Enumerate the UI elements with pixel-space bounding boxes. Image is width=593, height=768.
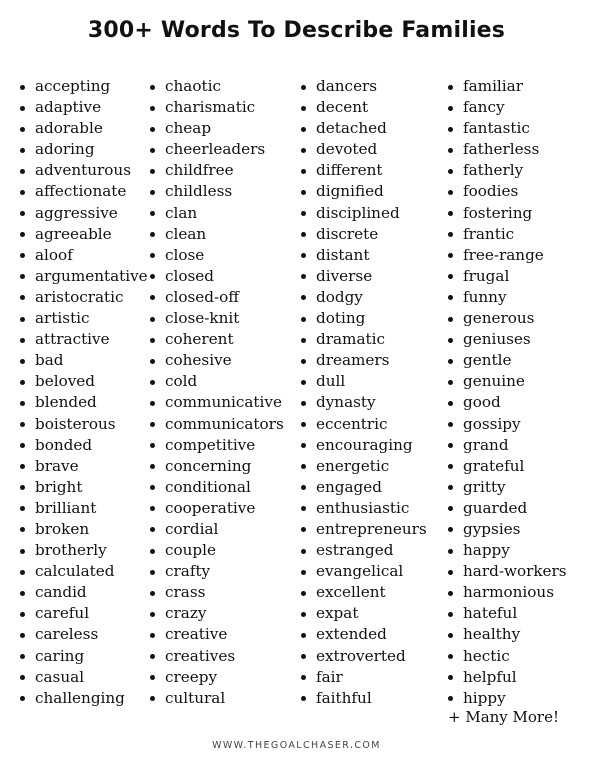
word-list-item: dramatic [300,329,427,350]
word-list-item: dull [300,371,427,392]
word-list-item: adventurous [19,160,148,181]
word-list-item: hateful [447,603,567,624]
word-list-item: energetic [300,456,427,477]
word-list-item: accepting [19,76,148,97]
word-list-item: extended [300,624,427,645]
page-title: 300+ Words To Describe Families [87,18,506,43]
word-list-item: adorable [19,118,148,139]
word-list-item: childfree [149,160,284,181]
word-list-item: hectic [447,646,567,667]
word-list-item: frugal [447,266,567,287]
word-list-item: different [300,160,427,181]
word-list-item: brotherly [19,540,148,561]
word-list-item: helpful [447,667,567,688]
word-list-item: devoted [300,139,427,160]
word-list-item: fatherly [447,160,567,181]
word-list-item: familiar [447,76,567,97]
word-list-item: dancers [300,76,427,97]
word-list-item: bright [19,477,148,498]
word-list-item: bonded [19,435,148,456]
word-list-item: broken [19,519,148,540]
word-list-item: cheap [149,118,284,139]
word-list-item: engaged [300,477,427,498]
word-list-item: aloof [19,245,148,266]
word-list-item: attractive [19,329,148,350]
word-list-item: boisterous [19,414,148,435]
word-list-item: happy [447,540,567,561]
word-list-item: diverse [300,266,427,287]
word-list-item: encouraging [300,435,427,456]
word-list-item: clean [149,224,284,245]
word-list-item: hard-workers [447,561,567,582]
word-list-item: aggressive [19,203,148,224]
word-list-item: excellent [300,582,427,603]
word-list-item: harmonious [447,582,567,603]
word-list-item: aristocratic [19,287,148,308]
word-list-item: adaptive [19,97,148,118]
word-list-item: creatives [149,646,284,667]
word-list-item: detached [300,118,427,139]
word-list-item: genuine [447,371,567,392]
word-list-item: artistic [19,308,148,329]
word-list-item: hippy [447,688,567,709]
word-list-item: cheerleaders [149,139,284,160]
word-list-item: cultural [149,688,284,709]
word-list-item: healthy [447,624,567,645]
word-list-item: estranged [300,540,427,561]
word-list-item: calculated [19,561,148,582]
word-list-item: argumentative [19,266,148,287]
word-list-item: foodies [447,181,567,202]
word-list-item: careless [19,624,148,645]
word-list-item: crafty [149,561,284,582]
word-list-item: affectionate [19,181,148,202]
word-list-item: fatherless [447,139,567,160]
word-column-1 [19,76,148,709]
word-list-item: gypsies [447,519,567,540]
word-list-item: grand [447,435,567,456]
word-list-item: fancy [447,97,567,118]
word-list-item: cohesive [149,350,284,371]
word-list-item: careful [19,603,148,624]
word-list-item: closed-off [149,287,284,308]
word-list-item: decent [300,97,427,118]
word-list-item: cordial [149,519,284,540]
word-list-item: fostering [447,203,567,224]
word-list-item: gritty [447,477,567,498]
website-footer: WWW.THEGOALCHASER.COM [212,740,381,751]
word-list-item: extroverted [300,646,427,667]
word-list-item: dignified [300,181,427,202]
word-list-item: candid [19,582,148,603]
word-list-item: entrepreneurs [300,519,427,540]
word-list-item: crazy [149,603,284,624]
word-list-item: gentle [447,350,567,371]
word-list-item: free-range [447,245,567,266]
word-list-item: dynasty [300,392,427,413]
word-list-item: funny [447,287,567,308]
word-list-item: creepy [149,667,284,688]
word-list-item: chaotic [149,76,284,97]
word-list-item: discrete [300,224,427,245]
word-list-item: bad [19,350,148,371]
word-list-item: brave [19,456,148,477]
word-list-item: charismatic [149,97,284,118]
word-column-3 [300,76,427,709]
word-list-item: closed [149,266,284,287]
word-list-item: clan [149,203,284,224]
word-list-item: couple [149,540,284,561]
word-list-item: distant [300,245,427,266]
word-column-4 [447,76,567,709]
word-list-item: doting [300,308,427,329]
word-list-item: close-knit [149,308,284,329]
word-list-item: challenging [19,688,148,709]
word-list-item: crass [149,582,284,603]
word-list-item: blended [19,392,148,413]
word-list-item: disciplined [300,203,427,224]
word-list-item: competitive [149,435,284,456]
word-list-item: geniuses [447,329,567,350]
word-list-item: casual [19,667,148,688]
word-list-item: dodgy [300,287,427,308]
word-list-item: brilliant [19,498,148,519]
word-list-item: concerning [149,456,284,477]
word-list-item: evangelical [300,561,427,582]
word-list-item: gossipy [447,414,567,435]
word-list-item: communicative [149,392,284,413]
word-list-item: beloved [19,371,148,392]
word-list-item: good [447,392,567,413]
word-list-item: faithful [300,688,427,709]
word-list-item: close [149,245,284,266]
word-list-item: eccentric [300,414,427,435]
word-list-item: dreamers [300,350,427,371]
word-list-item: fantastic [447,118,567,139]
word-list-item: conditional [149,477,284,498]
more-words-note: + Many More! [448,708,560,726]
word-list-item: generous [447,308,567,329]
word-list-item: coherent [149,329,284,350]
word-list-item: caring [19,646,148,667]
word-column-2 [149,76,284,709]
word-list-item: agreeable [19,224,148,245]
word-list-item: cooperative [149,498,284,519]
word-list-item: cold [149,371,284,392]
word-list-item: enthusiastic [300,498,427,519]
word-list-item: communicators [149,414,284,435]
word-list-item: guarded [447,498,567,519]
word-list-item: creative [149,624,284,645]
word-list-item: expat [300,603,427,624]
word-list-item: fair [300,667,427,688]
word-list-item: adoring [19,139,148,160]
word-list-item: childless [149,181,284,202]
word-list-item: grateful [447,456,567,477]
word-list-item: frantic [447,224,567,245]
